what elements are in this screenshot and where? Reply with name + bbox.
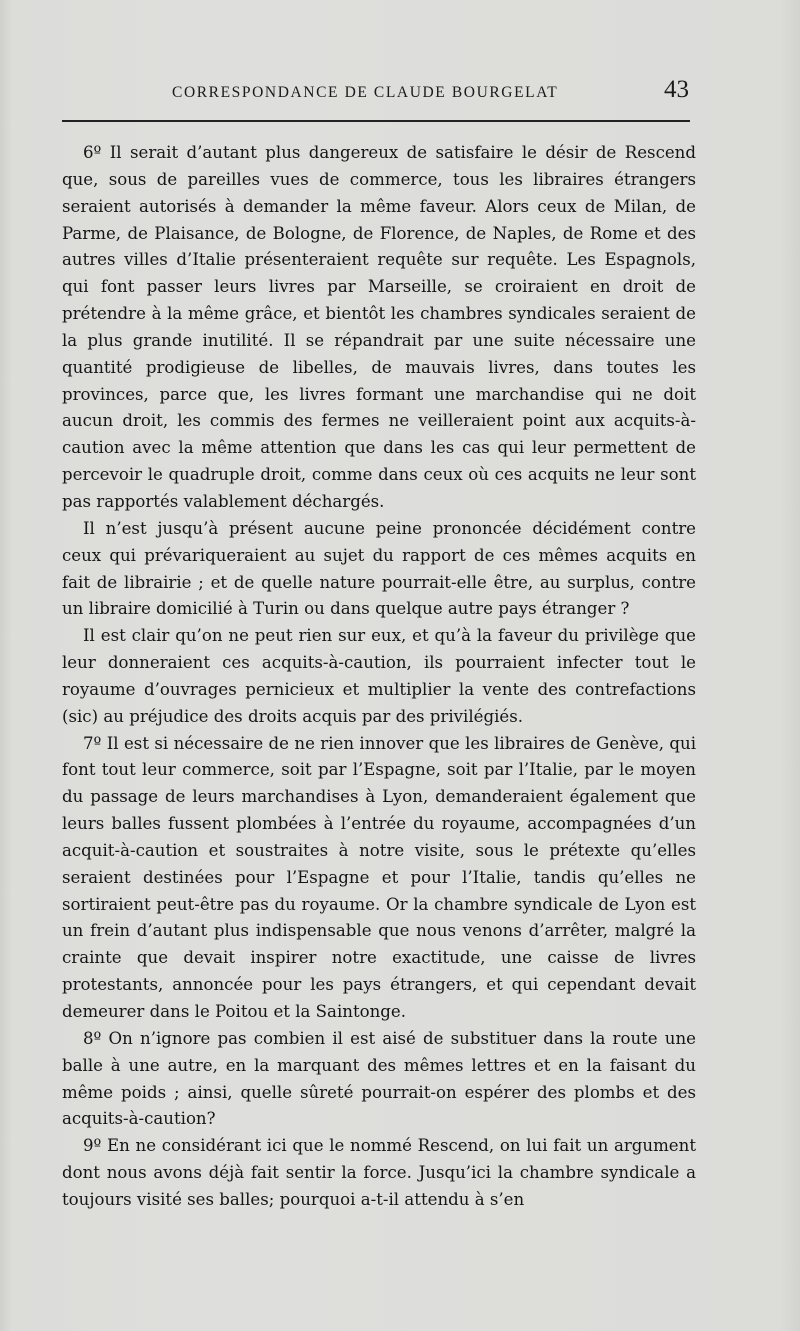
- paragraph: Il n’est jusqu’à présent aucune peine prononcée décidément contre ceux qui prévariqueraient au sujet du rapport de ces mêmes acquits en fait de librairie ; et de quelle nature pourrait-elle être, au surplus, contre un libraire domicilié à Turin ou dans quelque autre pays étranger ?: [62, 518, 696, 619]
- running-title: CORRESPONDANCE DE CLAUDE BOURGELAT: [172, 84, 559, 101]
- paragraph: 6º Il serait d’autant plus dangereux de satisfaire le désir de Rescend que, sous de pareilles vues de commerce, tous les libraires étrangers seraient autorisés à demander la même faveur. Alors ceux de Milan, de Parme, de Plaisance, de Bologne, de Florence, de Naples, de Rome et des autres villes d’Italie présenteraient requête sur requête. Les Espagnols, qui font passer leurs livres par Marseille, se croiraient en droit de prétendre à la même grâce, et bientôt les chambres syndicales seraient de la plus grande inutilité. Il se répandrait par une suite nécessaire une quantité prodigieuse de libelles, de mauvais livres, dans toutes les provinces, parce que, les livres formant une marchandise qui ne doit aucun droit, les commis des fermes ne veilleraient point aux acquits-à-caution avec la même attention que dans les cas qui leur permettent de percevoir le quadruple droit, comme dans ceux où ces acquits ne leur sont pas rapportés valablement déchargés.: [62, 143, 696, 511]
- page-number: 43: [664, 76, 689, 103]
- body-text: [62, 140, 696, 1214]
- page-header: [0, 76, 800, 108]
- paragraph: Il est clair qu’on ne peut rien sur eux, et qu’à la faveur du privilège que leur donneraient ces acquits-à-caution, ils pourraient infecter tout le royaume d’ouvrages pernicieux et multiplier la vente des contrefactions (sic) au préjudice des droits acquis par des privilégiés.: [62, 626, 696, 726]
- paragraph: 7º Il est si nécessaire de ne rien innover que les libraires de Genève, qui font tout leur commerce, soit par l’Espagne, soit par l’Italie, par le moyen du passage de leurs marchandises à Lyon, demanderaient également que leurs balles fussent plombées à l’entrée du royaume, accompagnées d’un acquit-à-caution et soustraites à notre visite, sous le prétexte qu’elles seraient destinées pour l’Espagne et pour l’Italie, tandis qu’elles ne sortiraient peut-être pas du royaume. Or la chambre syndicale de Lyon est un frein d’autant plus indispensable que nous venons d’arrêter, malgré la crainte que devait inspirer notre exactitude, une caisse de livres protestants, annoncée pour les pays étrangers, et qui cependant devait demeurer dans le Poitou et la Saintonge.: [62, 733, 696, 1021]
- paragraph: 9º En ne considérant ici que le nommé Rescend, on lui fait un argument dont nous avons déjà fait sentir la force. Jusqu’ici la chambre syndicale a toujours visité ses balles; pourquoi a-t-il attendu à s’en: [62, 1136, 696, 1209]
- header-rule: [62, 120, 690, 122]
- paragraph: 8º On n’ignore pas combien il est aisé de substituer dans la route une balle à une autre, en la marquant des mêmes lettres et en la faisant du même poids ; ainsi, quelle sûreté pourrait-on espérer des plombs et des acquits-à-caution?: [62, 1028, 696, 1129]
